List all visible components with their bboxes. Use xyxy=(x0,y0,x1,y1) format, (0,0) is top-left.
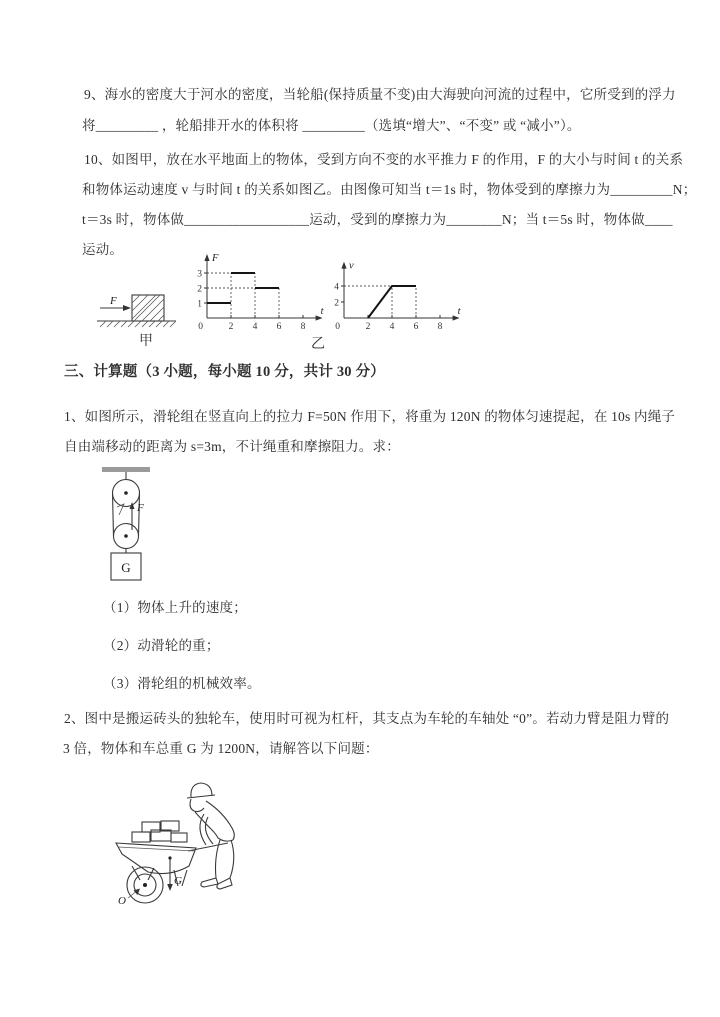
calc-1-text-line-2: 自由端移动的距离为 s=3m，不计绳重和摩擦阻力。求： xyxy=(64,439,400,454)
calc-2-text-line-2: 3 倍，物体和车总重 G 为 1200N，请解答以下问题： xyxy=(63,741,379,756)
figure-jia-block-diagram xyxy=(94,284,184,336)
calc-1-sub-2: （2）动滑轮的重； xyxy=(103,638,220,653)
pull-force-label: F xyxy=(137,502,144,514)
figure-label-yi: 乙 xyxy=(311,337,325,352)
movable-pulley-axle xyxy=(124,534,128,538)
svg-text:4: 4 xyxy=(389,322,395,332)
svg-text:0: 0 xyxy=(198,322,203,332)
calc-1-sub-3: （3）滑轮组的机械效率。 xyxy=(103,676,261,691)
svg-text:2: 2 xyxy=(365,322,371,332)
rope-right-strand xyxy=(139,493,140,536)
weight-arrowhead xyxy=(167,884,173,891)
svg-text:3: 3 xyxy=(197,269,202,280)
question-9-text-line-2: 将_________ ，轮船排开水的体积将 _________（选填“增大”、“不变” 或 “减小”）。 xyxy=(82,118,581,133)
ceiling-bar xyxy=(102,467,150,472)
svg-text:0: 0 xyxy=(335,322,340,332)
question-10-text-line-2: 和物体运动速度 v 与时间 t 的关系如图乙。由图像可知当 t＝1s 时，物体受到的摩擦力为_________N； xyxy=(82,182,697,197)
svg-text:8: 8 xyxy=(437,322,443,332)
svg-text:2: 2 xyxy=(334,298,339,309)
svg-text:F: F xyxy=(212,253,219,264)
wheel-hub xyxy=(143,883,147,887)
question-9-text-line-1: 9、海水的密度大于河水的密度，当轮船(保持质量不变)由大海驶向河流的过程中，它所受到的浮力 xyxy=(84,87,676,102)
svg-text:1: 1 xyxy=(197,299,202,310)
ground-hatching xyxy=(100,321,176,327)
calc-2-text-line-1: 2、图中是搬运砖头的独轮车，使用时可视为杠杆，其支点为车轮的车轴处 “0”。若动力臂是阻力臂的 xyxy=(64,711,670,726)
handle-bar xyxy=(188,843,228,851)
svg-text:t: t xyxy=(457,306,461,317)
svg-text:8: 8 xyxy=(300,322,306,332)
svg-text:2: 2 xyxy=(228,322,234,332)
figure-pulley-system xyxy=(98,458,193,590)
force-arrowhead xyxy=(123,305,131,311)
force-label: F xyxy=(110,295,117,307)
block xyxy=(132,295,164,321)
svg-text:t: t xyxy=(320,306,324,317)
svg-text:v: v xyxy=(349,260,354,272)
wheelbarrow xyxy=(116,821,228,903)
rope-hook-mark xyxy=(117,504,124,515)
pivot-label: O xyxy=(118,895,126,907)
calc-1-text-line-1: 1、如图所示，滑轮组在竖直向上的拉力 F=50N 作用下，将重为 120N 的物体匀速提起，在 10s 内绳子 xyxy=(64,409,676,424)
rope-left-strand xyxy=(113,493,114,536)
svg-text:4: 4 xyxy=(252,322,258,332)
svg-text:6: 6 xyxy=(276,322,282,332)
weight-label: G xyxy=(174,875,182,887)
fixed-pulley-axle xyxy=(124,491,128,495)
graph-velocity-vs-time xyxy=(328,248,461,348)
svg-text:2: 2 xyxy=(197,284,202,295)
question-10-text-line-4: 运动。 xyxy=(82,242,124,257)
calc-1-sub-1: （1）物体上升的速度； xyxy=(103,600,247,615)
section-3-title: 三、计算题（3 小题，每小题 10 分，共计 30 分） xyxy=(64,364,385,380)
question-10-text-line-1: 10、如图甲，放在水平地面上的物体，受到方向不变的水平推力 F 的作用，F 的大小与时间 t 的关系 xyxy=(84,152,684,167)
figure-label-jia: 甲 xyxy=(139,334,153,349)
load-weight-label: G xyxy=(121,560,131,575)
worker-figure xyxy=(187,783,234,889)
figure-wheelbarrow-illustration xyxy=(92,770,272,910)
question-10-text-line-3: t＝3s 时，物体做__________________运动，受到的摩擦力为________N；当 t＝5s 时，物体做____ xyxy=(82,212,673,227)
bricks xyxy=(132,821,187,842)
svg-text:6: 6 xyxy=(413,322,419,332)
svg-text:4: 4 xyxy=(334,282,339,293)
block-hatching xyxy=(132,295,164,321)
